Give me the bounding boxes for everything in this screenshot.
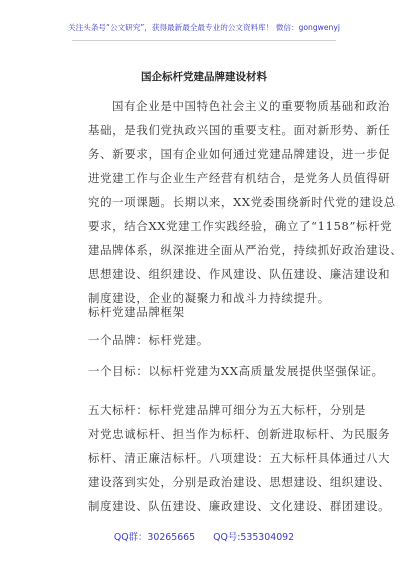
framework-item-brand — [88, 328, 328, 352]
header-divider — [72, 40, 336, 41]
document-title: 国企标杆党建品牌建设材料 — [141, 71, 267, 83]
paragraph-line: 五大标杆：标杆党建品牌可细分为五大标杆，分别是 — [88, 403, 367, 417]
paragraph-line: 思想建设、组织建设、作风建设、队伍建设、廉洁建设和 — [88, 267, 391, 281]
paragraph-line: 进党建工作与企业生产经营有机结合，是党务人员值得研 — [88, 171, 391, 185]
paragraph-line: 基础，是我们党执政兴国的重要支柱。面对新形势、新任 — [88, 123, 391, 137]
paragraph-line: 制度建设、队伍建设、廉政建设、文化建设、群团建设。 — [88, 499, 391, 513]
paragraph-line: 要求，结合XX党建工作实践经验，确立了“1158”标杆党 — [88, 219, 393, 233]
paragraph-intro — [88, 94, 403, 310]
paragraph-line: 务、新要求，国有企业如何通过党建品牌建设，进一步促 — [88, 147, 391, 161]
paragraph-line: 国有企业是中国特色社会主义的重要物质基础和政治 — [112, 99, 391, 113]
paragraph-line: 建设落到实处，分别是政治建设、思想建设、组织建设、 — [88, 475, 391, 489]
paragraph-line: 制度建设，企业的凝聚力和战斗力持续提升。 — [88, 291, 330, 305]
paragraph-benchmarks — [88, 398, 391, 518]
header-banner: 关注头条号“公文研究”，获得最新最全最专业的公文资料库！ 微信：gongwenyj — [68, 23, 340, 32]
paragraph-line: 标杆、清正廉洁标杆。八项建设：五大标杆具体通过八大 — [88, 451, 391, 465]
paragraph-line: 建品牌体系，纵深推进全面从严治党，持续抓好政治建设、 — [88, 243, 403, 257]
section-heading-text: 标杆党建品牌框架 — [88, 305, 185, 319]
paragraph-line: 究的一项课题。长期以来，XX党委围绕新时代党的建设总 — [88, 195, 396, 209]
footer-contact — [0, 532, 408, 544]
section-heading — [88, 300, 328, 324]
paragraph-line: 对党忠诚标杆、担当作为标杆、创新进取标杆、为民服务 — [88, 427, 391, 441]
footer-qq: QQ号:535304092 — [213, 532, 295, 543]
framework-item-goal — [88, 359, 384, 383]
item-line: 一个目标：以标杆党建为XX高质量发展提供坚强保证。 — [88, 364, 384, 378]
item-line: 一个品牌：标杆党建。 — [88, 333, 209, 347]
footer-qq-group: QQ群：30265665 — [113, 532, 196, 543]
